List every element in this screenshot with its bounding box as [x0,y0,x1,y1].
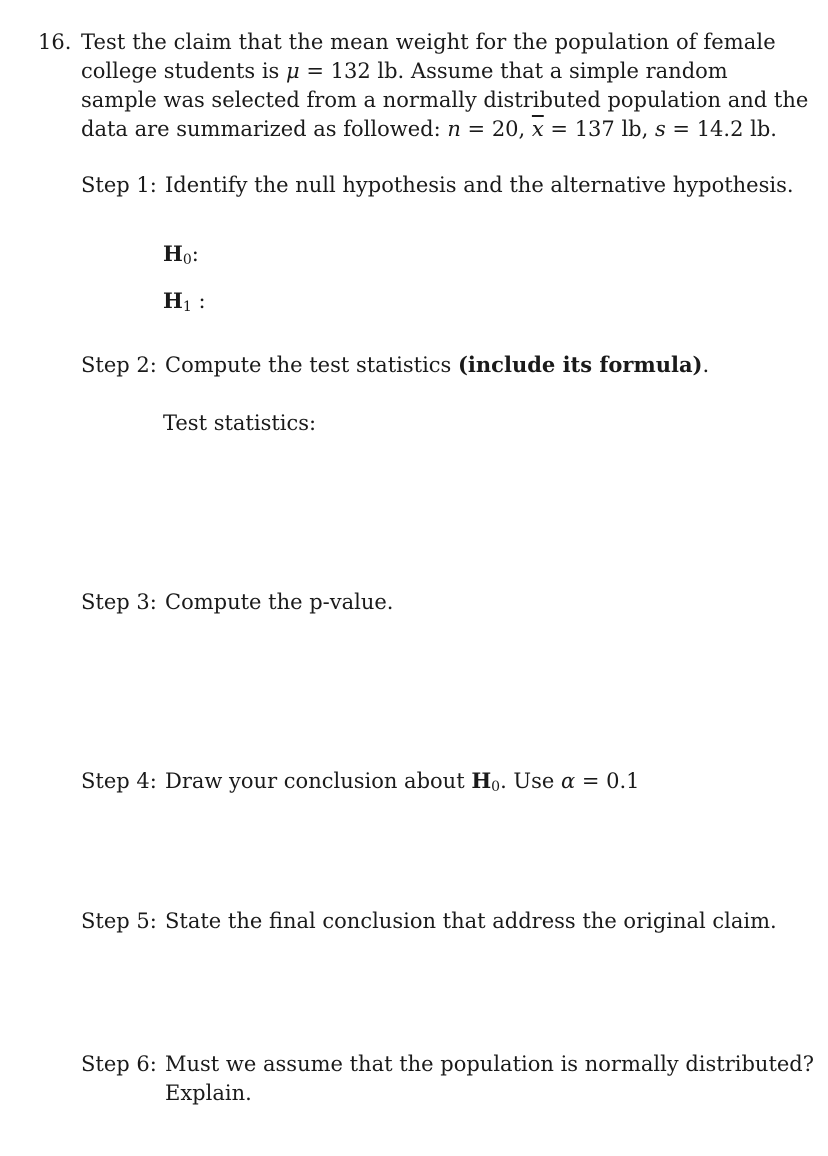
test-statistics-label: Test statistics: [163,411,317,435]
step-1 [81,171,794,200]
step-5: Step 5: State the final conclusion that address the original claim. [81,907,777,936]
step-4-label: Step 4: [81,769,157,793]
question-line-4: data are summarized as followed: n = 20, $\overline{x} = 137$ lb, s = 14.2 lb. [81,117,777,141]
step-6-line-2: Explain. [165,1081,252,1105]
question-line-1: Test the claim that the mean weight for the population of female [81,30,776,54]
step-3: Step 3: Compute the p-value. [81,588,393,617]
step-6-label: Step 6: [81,1052,157,1076]
step-6: Step 6: Must we assume that the population is normally distributed? [81,1050,814,1079]
question-line-3: sample was selected from a normally distributed population and the [81,88,809,112]
question-number: 16. [38,30,72,54]
step-2-bold: (include its formula) [458,352,703,377]
step-5-label: Step 5: [81,909,157,933]
step-2-label: Step 2: [81,353,157,377]
step-1-label: Step 1: [81,173,157,197]
step-1-text: Identify the null hypothesis and the alternative hypothesis. [165,173,794,197]
step-3-label: Step 3: [81,590,157,614]
null-hypothesis-label: $H_0$: [163,241,199,268]
step-2: Step 2: Compute the test statistics (include its formula). [81,350,709,380]
question-line-2: college students is μ = 132 lb. Assume that a simple random [81,59,728,83]
step-4: Step 4: Draw your conclusion about $H_0$. Use α = 0.1 [81,768,640,795]
alternative-hypothesis-label: $H_1$ : [163,288,206,315]
